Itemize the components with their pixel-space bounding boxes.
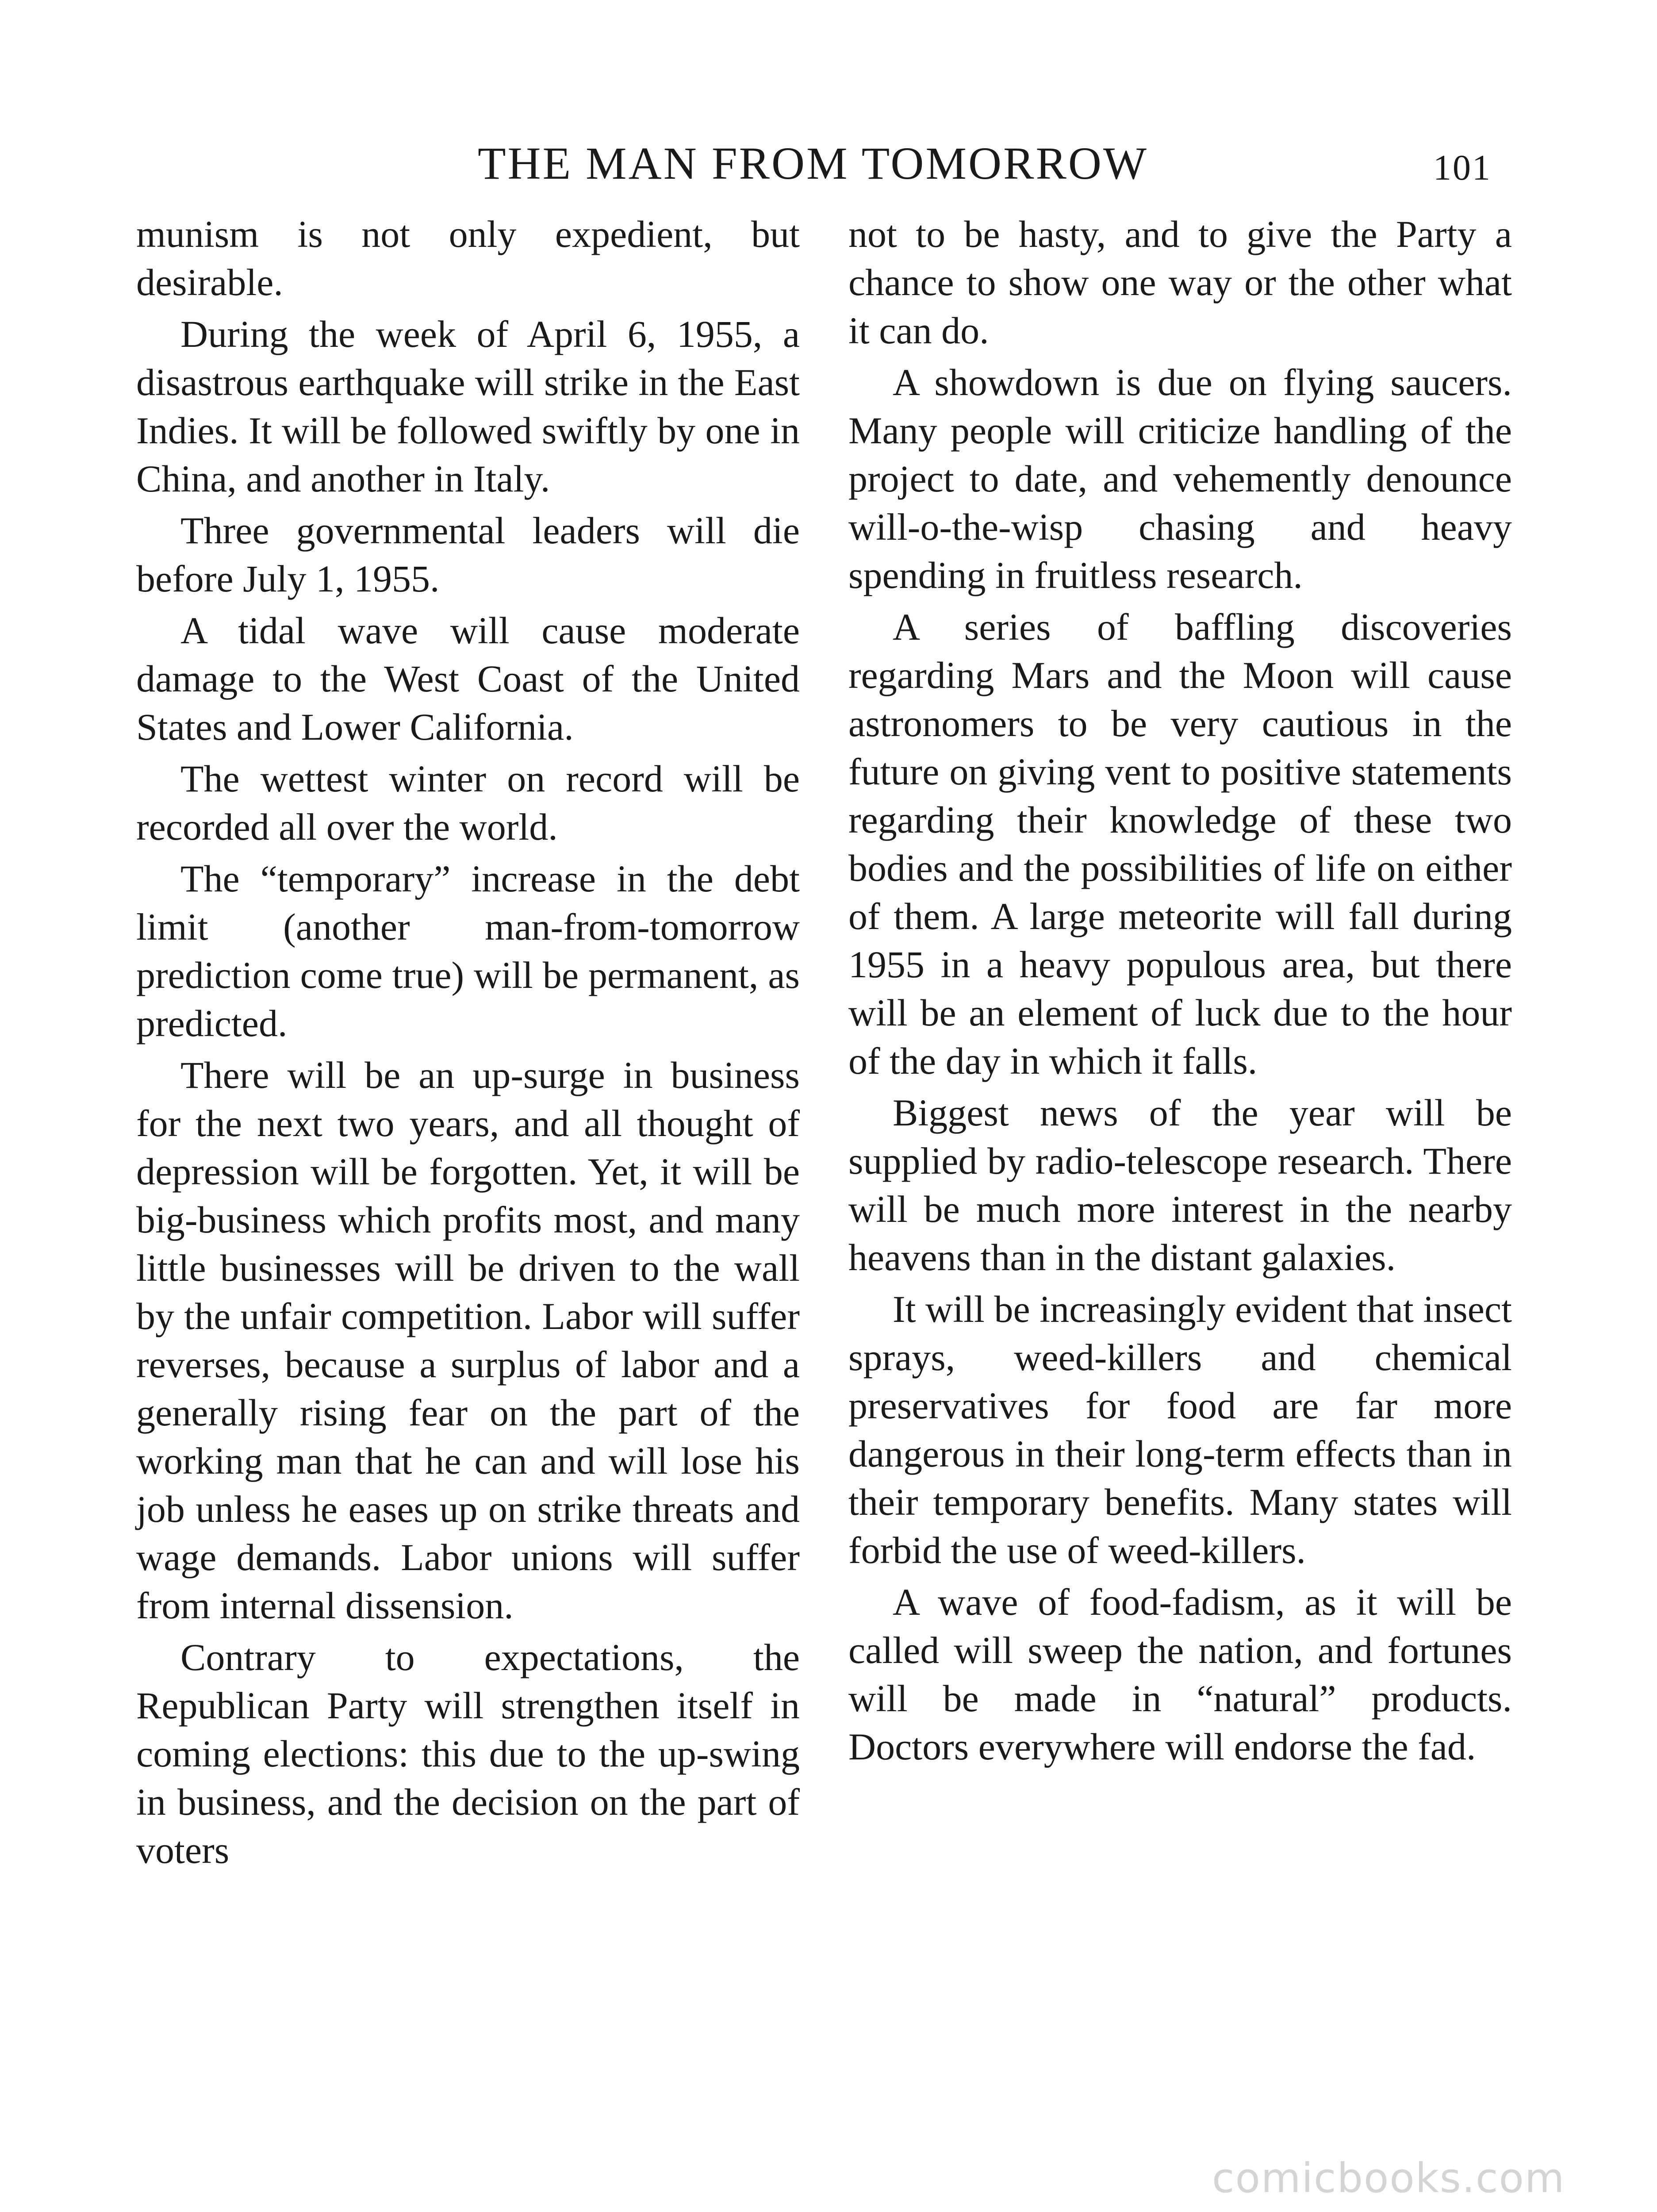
paragraph: munism is not only expedient, but desirable.: [136, 213, 800, 303]
page-header: [0, 137, 1657, 195]
paragraph: not to be hasty, and to give the Party a chance to show one way or the other what it can do.: [848, 213, 1512, 352]
right-column: [848, 210, 1512, 1771]
paragraph: A wave of food-fadism, as it will be called will sweep the nation, and fortunes will be made in “natural” products. Doctors everywhere will endorse the fad.: [848, 1581, 1512, 1768]
paragraph: A showdown is due on flying saucers. Many people will criticize handling of the project to date, and vehemently denounce will-o-the-wisp chasing and heavy spending in fruitless research.: [848, 361, 1512, 596]
paragraph: A tidal wave will cause moderate damage to the West Coast of the United States and Lower California.: [136, 609, 800, 748]
paragraph: A series of baffling discoveries regarding Mars and the Moon will cause astronomers to be very cautious in the future on giving vent to positive statements regarding their knowledge of these two bodies and the possibilities of life on either of them. A large meteorite will fall during 1955 in a heavy populous area, but there will be an element of luck due to the hour of the day in which it falls.: [848, 606, 1512, 1082]
page-number: 101: [1433, 147, 1492, 188]
left-column: [136, 210, 800, 1874]
paragraph: During the week of April 6, 1955, a disastrous earthquake will strike in the East Indies. It will be followed swiftly by one in China, and another in Italy.: [136, 313, 800, 500]
paragraph: Biggest news of the year will be supplied by radio-telescope research. There will be much more interest in the nearby heavens than in the distant galaxies.: [848, 1091, 1512, 1279]
paragraph: It will be increasingly evident that insect sprays, weed-killers and chemical preservatives for food are far more dangerous in their long-term effects than in their temporary benefits. Many states will forbid the use of weed-killers.: [848, 1288, 1512, 1571]
running-title: THE MAN FROM TOMORROW: [478, 138, 1149, 189]
site-watermark: comicbooks.com: [1212, 2154, 1565, 2202]
paragraph: The wettest winter on record will be recorded all over the world.: [136, 757, 800, 848]
paragraph: The “temporary” increase in the debt limit (another man-from-tomorrow prediction come true) will be permanent, as predicted.: [136, 857, 800, 1045]
paragraph: Contrary to expectations, the Republican Party will strengthen itself in coming elections: this due to the up-swing in business, and the decision on the part of voters: [136, 1636, 800, 1871]
paragraph: There will be an up-surge in business for the next two years, and all thought of depression will be forgotten. Yet, it will be big-business which profits most, and many little businesses will be driven to the wall by the unfair competition. Labor will suffer reverses, because a surplus of labor and a generally rising fear on the part of the working man that he can and will lose his job unless he eases up on strike threats and wage demands. Labor unions will suffer from internal dissension.: [136, 1054, 800, 1627]
paragraph: Three governmental leaders will die before July 1, 1955.: [136, 509, 800, 600]
